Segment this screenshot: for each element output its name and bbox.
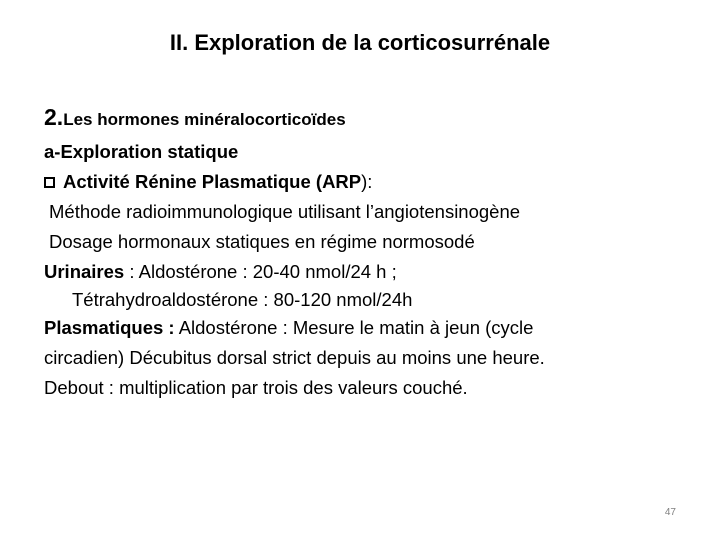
urinaires-line [44, 257, 704, 287]
plasmatiques-line [44, 313, 704, 343]
plasmatiques-line-2: circadien) Décubitus dorsal strict depuis au moins une heure. [44, 347, 545, 368]
slide-title: II. Exploration de la corticosurrénale [169, 30, 551, 55]
plasmatiques-text: Aldostérone : Mesure le matin à jeun (cycle [174, 317, 534, 338]
urinaires-text: : Aldostérone : 20-40 nmol/24 h ; [124, 261, 397, 282]
subsection-heading: a-Exploration statique [44, 141, 239, 162]
urinaires-second-line: Tétrahydroaldostérone : 80-120 nmol/24h [72, 289, 413, 310]
urinaires-label: Urinaires [44, 261, 125, 282]
bullet-suffix: ): [361, 171, 373, 192]
dosage-line: Dosage hormonaux statiques en régime normosodé [49, 231, 475, 252]
plasmatiques-label: Plasmatiques : [44, 317, 175, 338]
section-heading [44, 100, 704, 137]
section-number: 2. [44, 104, 64, 130]
method-line: Méthode radioimmunologique utilisant l’angiotensinogène [49, 201, 521, 222]
page-number: 47 [664, 507, 676, 518]
plasmatiques-line-3: Debout : multiplication par trois des valeurs couché. [44, 377, 468, 398]
bullet-label: Activité Rénine Plasmatique (ARP [63, 171, 362, 192]
section-label: Les hormones minéralocorticoïdes [63, 110, 346, 129]
checkbox-bullet-icon [44, 177, 55, 188]
bullet-item [44, 167, 704, 197]
slide-content [44, 100, 704, 403]
